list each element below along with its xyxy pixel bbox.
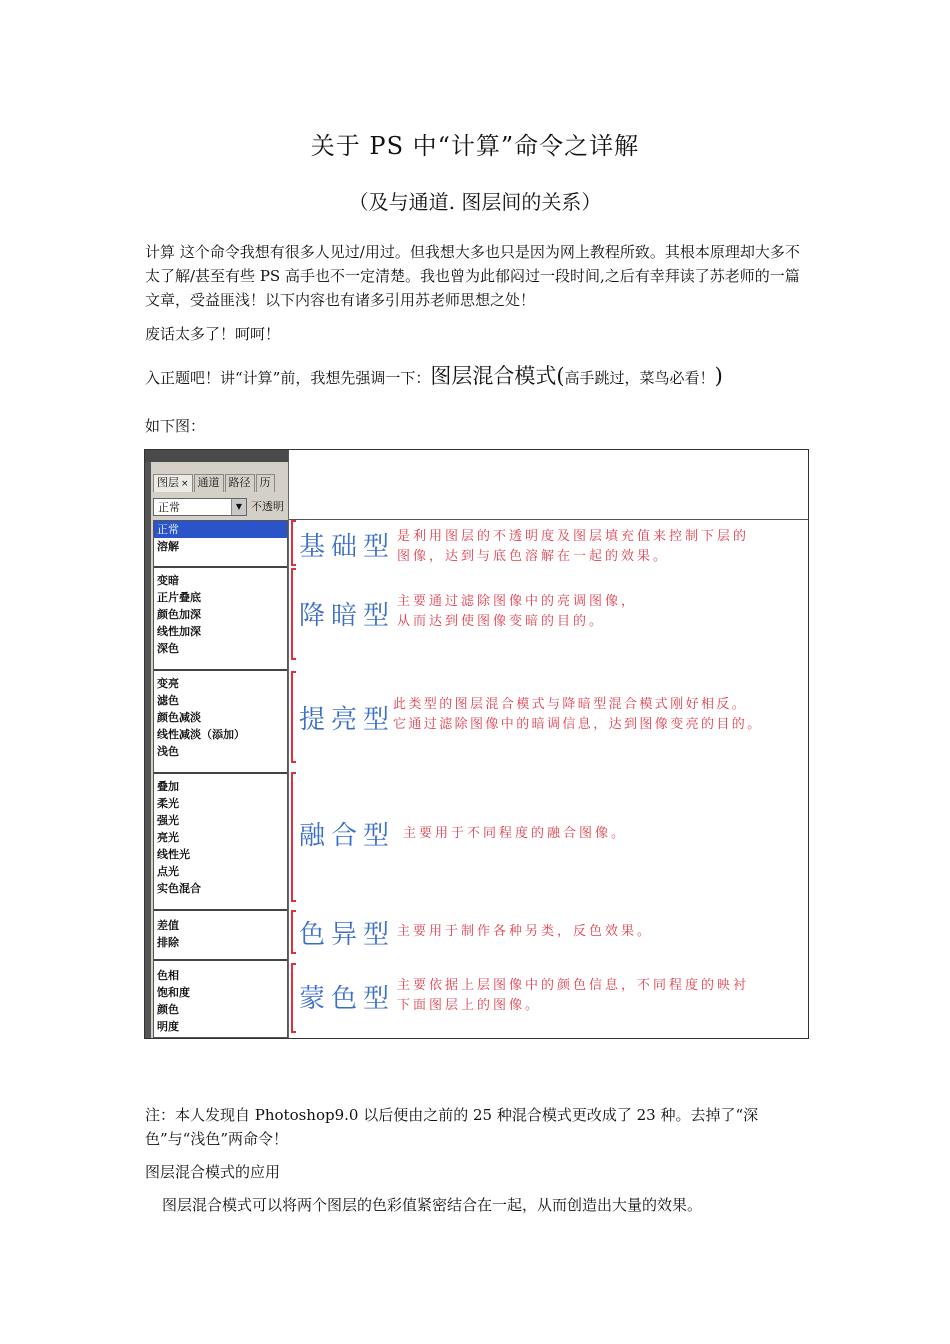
category-difference: 色异型: [299, 920, 396, 950]
category-basic: 基础型: [299, 532, 396, 562]
section-heading: 图层混合模式的应用: [145, 1163, 281, 1181]
mode-option[interactable]: 叠加: [157, 780, 179, 793]
topic-close: ): [714, 364, 723, 388]
blend-modes-figure: [144, 449, 809, 1039]
blend-mode-value: 正常: [158, 501, 180, 514]
opacity-label: 不透明: [251, 500, 284, 513]
figure-intro: 如下图：: [145, 417, 206, 435]
blend-mode-select[interactable]: [153, 498, 247, 516]
tab-paths[interactable]: [225, 474, 255, 492]
layers-panel: [145, 462, 289, 1038]
category-blend: 融合型: [299, 821, 396, 851]
tab-label: 图层: [157, 476, 179, 489]
desc-line: 主要用于制作各种另类，反色效果。: [397, 924, 654, 939]
note-paragraph: 注：本人发现自 Photoshop9.0 以后便由之前的 25 种混合模式更改成了 23 种。去掉了“深色”与“浅色”两命令！: [145, 1106, 759, 1148]
document-title: 关于 PS 中“计算”命令之详解: [310, 132, 640, 160]
mode-group-difference: [154, 911, 287, 961]
mode-option[interactable]: 实色混合: [157, 882, 201, 895]
group-bracket: [291, 568, 296, 660]
category-lighten: 提亮型: [299, 705, 396, 735]
topic-lead: 入正题吧！讲“计算”前，我想先强调一下：: [145, 369, 431, 387]
desc-line: 主要依据上层图像中的颜色信息，不同程度的映衬: [397, 978, 750, 993]
desc-line: 从而达到使图像变暗的目的。: [397, 614, 606, 629]
aside-paragraph: 废话太多了！呵呵！: [145, 325, 281, 343]
category-desc: [397, 592, 637, 632]
mode-option[interactable]: 滤色: [157, 694, 179, 707]
mode-option[interactable]: 饱和度: [157, 986, 190, 999]
mode-option[interactable]: 点光: [157, 865, 179, 878]
category-desc: [397, 922, 653, 942]
group-bracket: [291, 963, 296, 1033]
mode-option[interactable]: 强光: [157, 814, 179, 827]
mode-option[interactable]: 浅色: [157, 745, 179, 758]
mode-option[interactable]: 溶解: [157, 540, 179, 553]
mode-option[interactable]: 差值: [157, 919, 179, 932]
category-desc: [397, 976, 749, 1016]
blend-mode-list: [153, 520, 288, 1038]
mode-option[interactable]: 正常: [154, 521, 287, 538]
document-subtitle: （及与通道. 图层间的关系）: [348, 190, 602, 214]
mode-option[interactable]: 明度: [157, 1020, 179, 1033]
tab-label: 历: [259, 476, 271, 489]
chevron-down-icon[interactable]: ▼: [231, 499, 246, 515]
desc-line: 主要通过滤除图像中的亮调图像，: [397, 594, 638, 609]
panel-edge: [145, 462, 151, 1038]
category-color: 蒙色型: [299, 984, 396, 1014]
section-paragraph: 图层混合模式可以将两个图层的色彩值紧密结合在一起，从而创造出大量的效果。: [162, 1196, 703, 1214]
category-darken: 降暗型: [299, 601, 396, 631]
mode-option[interactable]: 正片叠底: [157, 591, 201, 604]
desc-line: 主要用于不同程度的融合图像。: [403, 826, 628, 841]
panel-tabs: [153, 474, 276, 492]
tab-history[interactable]: [256, 474, 275, 492]
topic-paragraph: [145, 364, 811, 390]
category-desc: [393, 695, 763, 735]
panel-topbar: [145, 450, 289, 462]
category-desc: [403, 824, 627, 844]
mode-option[interactable]: 排除: [157, 936, 179, 949]
mode-group-color: [154, 961, 287, 1037]
desc-line: 下面图层上的图像。: [397, 998, 542, 1013]
desc-line: 它通过滤除图像中的暗调信息，达到图像变亮的目的。: [393, 717, 763, 732]
group-bracket: [291, 910, 296, 954]
mode-option[interactable]: 颜色减淡: [157, 711, 201, 724]
desc-line: 是利用图层的不透明度及图层填充值来控制下层的: [397, 529, 750, 544]
tab-label: 通道: [197, 476, 220, 489]
desc-line: 图像，达到与底色溶解在一起的效果。: [397, 549, 670, 564]
intro-paragraph: 计算 这个命令我想有很多人见过/用过。但我想大多也只是因为网上教程所致。其根本原理却大多不太了解/甚至有些 PS 高手也不一定清楚。我也曾为此郁闷过一段时间,之后有幸拜读了苏老师的一篇文章，受益匪浅！以下内容也有诸多引用苏老师思想之处！: [145, 243, 800, 309]
topic-heading: 图层混合模式(: [430, 364, 565, 388]
figure-divider: [289, 519, 808, 520]
desc-line: 此类型的图层混合模式与降暗型混合模式刚好相反。: [393, 697, 748, 712]
mode-option[interactable]: 线性减淡（添加）: [157, 728, 245, 741]
close-icon[interactable]: ×: [181, 479, 189, 489]
mode-option[interactable]: 线性光: [157, 848, 190, 861]
tab-channels[interactable]: [194, 474, 224, 492]
mode-option[interactable]: 颜色加深: [157, 608, 201, 621]
group-bracket: [291, 671, 296, 763]
mode-option[interactable]: 线性加深: [157, 625, 201, 638]
mode-option[interactable]: 色相: [157, 969, 179, 982]
mode-group-basic: [154, 521, 287, 568]
tab-layers[interactable]: [153, 474, 193, 492]
mode-option[interactable]: 变亮: [157, 677, 179, 690]
mode-option[interactable]: 颜色: [157, 1003, 179, 1016]
mode-option[interactable]: 变暗: [157, 574, 179, 587]
mode-group-contrast: [154, 774, 287, 911]
topic-aside: 高手跳过，菜鸟必看！: [564, 369, 715, 387]
group-bracket: [291, 772, 296, 902]
mode-group-darken: [154, 568, 287, 671]
group-bracket: [291, 520, 296, 566]
mode-option[interactable]: 亮光: [157, 831, 179, 844]
tab-label: 路径: [228, 476, 251, 489]
mode-group-lighten: [154, 671, 287, 774]
category-desc: [397, 527, 749, 567]
mode-option[interactable]: 深色: [157, 642, 179, 655]
mode-option[interactable]: 柔光: [157, 797, 179, 810]
